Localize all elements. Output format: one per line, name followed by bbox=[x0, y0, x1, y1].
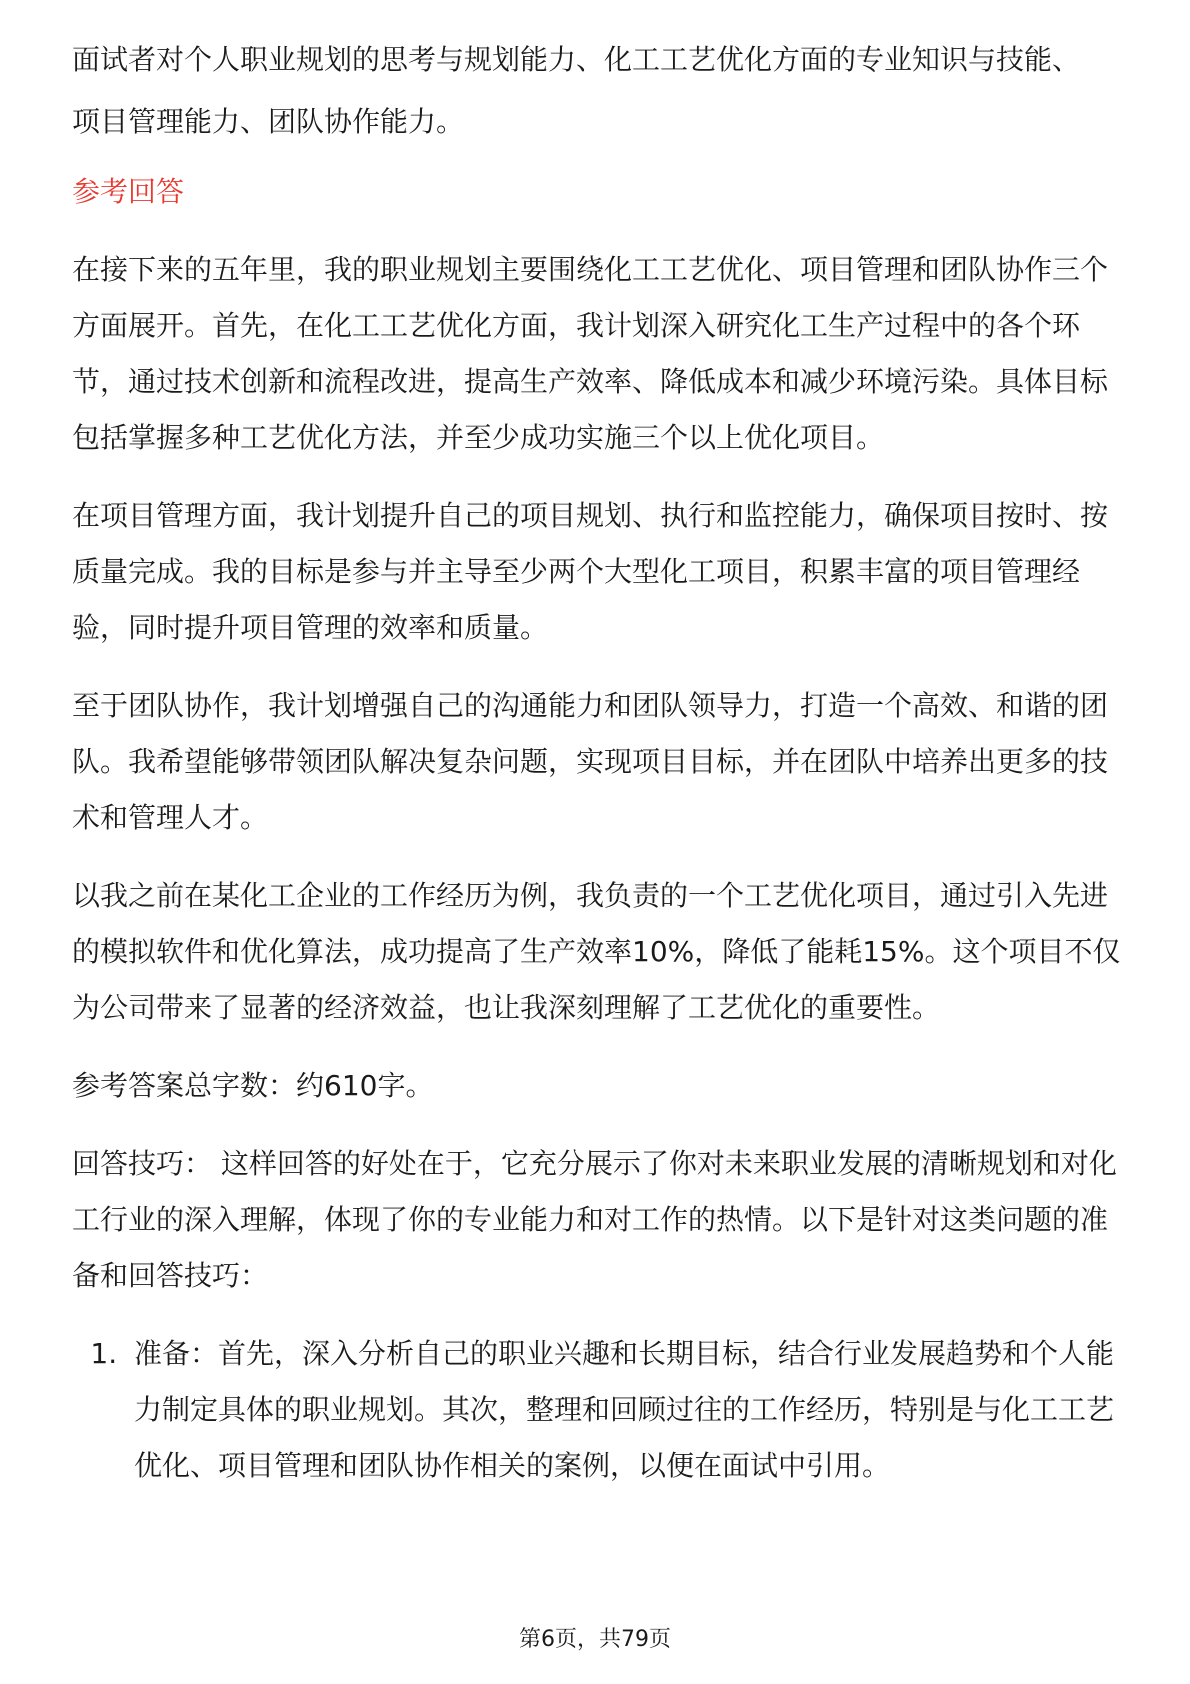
intro-tail: 项目管理能力、团队协作能力。 bbox=[72, 105, 465, 138]
cut-off-line bbox=[72, 38, 1132, 94]
answer-paragraph-3: 至于团队协作，我计划增强自己的沟通能力和团队领导力，打造一个高效、和谐的团队。我希望能够带领团队解决复杂问题，实现项目目标，并在团队中培养出更多的技术和管理人才。 bbox=[72, 689, 1109, 834]
answer-paragraph-4: 以我之前在某化工企业的工作经历为例，我负责的一个工艺优化项目，通过引入先进的模拟软件和优化算法，成功提高了生产效率10%，降低了能耗15%。这个项目不仅为公司带来了显著的经济效益，也让我深刻理解了工艺优化的重要性。 bbox=[72, 879, 1121, 1024]
page-content bbox=[72, 38, 1132, 1494]
word-count: 参考答案总字数：约610字。 bbox=[72, 1069, 434, 1102]
page-number: 第6页，共79页 bbox=[519, 1627, 671, 1652]
answer-tips: 回答技巧： 这样回答的好处在于，它充分展示了你对未来职业发展的清晰规划和对化工行业的深入理解，体现了你的专业能力和对工作的热情。以下是针对这类问题的准备和回答技巧： bbox=[72, 1147, 1117, 1292]
cut-off-text: 面试者对个人职业规划的思考与规划能力、化工工艺优化方面的专业知识与技能、 bbox=[72, 43, 1081, 76]
answer-paragraph-1: 在接下来的五年里，我的职业规划主要围绕化工工艺优化、项目管理和团队协作三个方面展开。首先，在化工工艺优化方面，我计划深入研究化工生产过程中的各个环节，通过技术创新和流程改进，提高生产效率、降低成本和减少环境污染。具体目标包括掌握多种工艺优化方法，并至少成功实施三个以上优化项目。 bbox=[72, 253, 1109, 454]
tips-list-item: 1. 准备：首先，深入分析自己的职业兴趣和长期目标，结合行业发展趋势和个人能力制定具体的职业规划。其次，整理和回顾过往的工作经历，特别是与化工工艺优化、项目管理和团队协作相关的案例，以便在面试中引用。 bbox=[126, 1326, 1132, 1494]
tips-list bbox=[72, 1326, 1132, 1494]
reference-answer-heading: 参考回答 bbox=[72, 175, 185, 208]
answer-paragraph-2: 在项目管理方面，我计划提升自己的项目规划、执行和监控能力，确保项目按时、按质量完成。我的目标是参与并主导至少两个大型化工项目，积累丰富的项目管理经验，同时提升项目管理的效率和质量。 bbox=[72, 499, 1109, 644]
